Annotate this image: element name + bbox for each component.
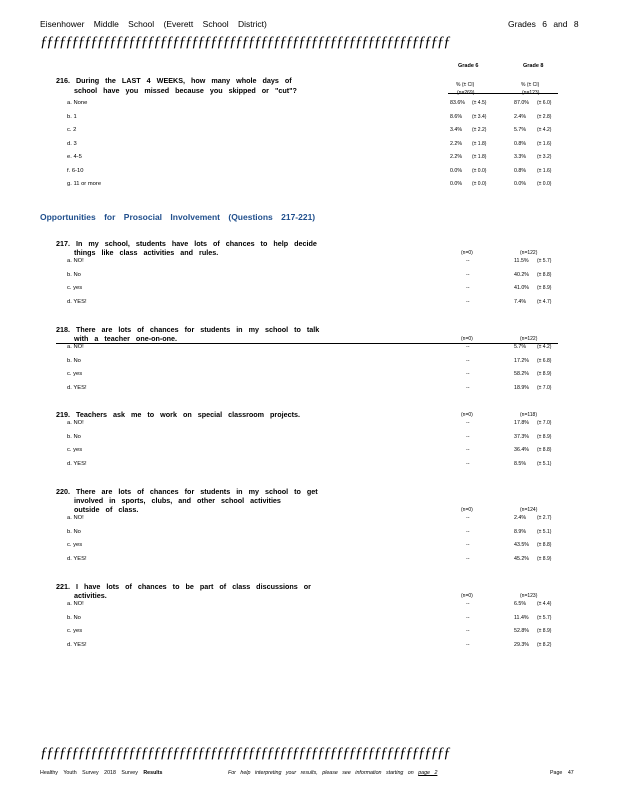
option-label: c. yes [67, 628, 83, 634]
grade8-percent: 0.8% [514, 140, 527, 147]
section-title: Opportunities for Prosocial Involvement (Questions 217-221) [40, 212, 316, 222]
grade6-percent: -- [466, 258, 470, 264]
grade8-ci: (± 5.1) [537, 528, 552, 535]
grade8-percent: 52.8% [514, 628, 530, 634]
grade8-ci: (± 4.2) [537, 344, 552, 350]
grade6-percent: -- [466, 641, 470, 648]
grade8-percent: 2.4% [514, 515, 527, 521]
divider-line [56, 343, 558, 344]
grade6-percent: -- [466, 515, 470, 521]
grade8-pct-header: % (± CI) [521, 82, 540, 88]
grade8-ci: (± 8.8) [537, 271, 552, 278]
grade8-percent: 3.3% [514, 154, 527, 160]
grade8-percent: 11.5% [514, 258, 529, 264]
report-school-title: Eisenhower Middle School (Everett School District) [40, 19, 267, 29]
footer-page-link[interactable]: page 2 [418, 770, 438, 776]
grade8-ci: (± 8.9) [537, 433, 552, 440]
grade6-pct-header: % (± CI) [456, 82, 475, 88]
grade6-ci: (± 1.8) [472, 154, 487, 160]
grade6-percent: -- [466, 601, 470, 607]
grade6-percent: -- [466, 460, 470, 467]
option-label: a. None [67, 100, 88, 106]
grade6-ci: (± 4.5) [472, 100, 487, 106]
option-label: g. 11 or more [67, 181, 102, 187]
grade6-percent: -- [466, 271, 470, 278]
option-label: a. NO! [67, 515, 84, 521]
grade8-percent: 17.8% [514, 420, 530, 426]
grade8-n: (n=122) [520, 250, 538, 256]
footer-rule: ƒƒƒƒƒƒƒƒƒƒƒƒƒƒƒƒƒƒƒƒƒƒƒƒƒƒƒƒƒƒƒƒƒƒƒƒƒƒƒƒƒƒƒƒƒƒƒƒƒƒƒƒƒƒƒƒƒƒƒƒƒƒƒƒƒ [40, 745, 450, 761]
option-label: b. No [67, 614, 81, 621]
grade8-percent: 2.4% [514, 113, 527, 120]
grade8-percent: 18.9% [514, 384, 530, 391]
grade8-percent: 41.0% [514, 285, 530, 291]
grade8-percent: 58.2% [514, 371, 530, 377]
option-label: d. YES! [67, 641, 87, 648]
grade8-ci: (± 7.0) [537, 420, 552, 426]
grade8-percent: 5.7% [514, 127, 527, 133]
grade6-percent: -- [466, 357, 470, 364]
grade8-percent: 7.4% [514, 298, 527, 305]
grade6-percent: -- [466, 628, 470, 634]
grade8-ci: (± 3.2) [537, 154, 552, 160]
option-label: a. NO! [67, 420, 84, 426]
grade8-percent: 11.4% [514, 614, 529, 621]
question-text-line: 221. I have lots of chances to be part of class discussions or [56, 582, 311, 591]
header-rule: ƒƒƒƒƒƒƒƒƒƒƒƒƒƒƒƒƒƒƒƒƒƒƒƒƒƒƒƒƒƒƒƒƒƒƒƒƒƒƒƒƒƒƒƒƒƒƒƒƒƒƒƒƒƒƒƒƒƒƒƒƒƒƒƒƒ [40, 34, 450, 50]
grade8-percent: 0.0% [514, 181, 527, 187]
grade8-percent: 40.2% [514, 271, 530, 278]
grade6-header: Grade 6 [458, 63, 479, 69]
footer-help-text: For help interpreting your results, please see information starting on [228, 770, 414, 776]
grade8-ci: (± 8.9) [537, 285, 552, 291]
grades-label: Grades 6 and 8 [508, 19, 579, 29]
option-label: e. 4-5 [67, 154, 82, 160]
grade8-ci: (± 5.7) [537, 614, 552, 621]
grade6-ci: (± 3.4) [472, 113, 487, 120]
grade6-percent: -- [466, 614, 470, 621]
option-label: b. No [67, 357, 81, 364]
grade8-percent: 0.8% [514, 167, 527, 174]
grade8-percent: 17.2% [514, 357, 530, 364]
option-label: d. 3 [67, 140, 77, 147]
option-label: c. yes [67, 542, 83, 548]
question-text-line: 218. There are lots of chances for students in my school to talk [56, 325, 320, 334]
grade6-percent: 3.4% [450, 127, 463, 133]
question-text-line: activities. [74, 591, 107, 600]
grade8-n: (n=122) [520, 336, 538, 342]
grade6-ci: (± 1.8) [472, 140, 487, 147]
grade6-percent: 0.0% [450, 167, 463, 174]
grade6-ci: (± 2.2) [472, 127, 487, 133]
grade6-percent: -- [466, 298, 470, 305]
grade8-header: Grade 8 [523, 63, 544, 69]
grade8-ci: (± 1.6) [537, 140, 552, 147]
grade8-ci: (± 6.0) [537, 100, 552, 106]
footer-survey-name: Healthy Youth Survey 2018 Survey [40, 770, 138, 776]
grade6-percent: 2.2% [450, 154, 463, 160]
grade8-percent: 6.5% [514, 601, 527, 607]
grade6-percent: -- [466, 344, 470, 350]
option-label: d. YES! [67, 460, 87, 467]
grade8-n: (n=123) [520, 593, 538, 599]
grade8-percent: 8.5% [514, 460, 527, 467]
option-label: d. YES! [67, 298, 87, 305]
grade8-ci: (± 8.8) [537, 447, 552, 453]
option-label: a. NO! [67, 344, 84, 350]
grade6-percent: -- [466, 285, 470, 291]
question-216-line1: 216. During the LAST 4 WEEKS, how many whole days of [56, 76, 292, 85]
option-label: b. No [67, 433, 81, 440]
grade8-percent: 43.5% [514, 542, 530, 548]
grade6-n: (n=0) [461, 412, 473, 418]
question-text-line: involved in sports, clubs, and other school activities [74, 496, 281, 505]
grade8-percent: 87.0% [514, 100, 530, 106]
grade6-percent: 83.6% [450, 100, 466, 106]
grade6-n: (n=0) [461, 593, 473, 599]
grade8-ci: (± 8.8) [537, 542, 552, 548]
grade8-percent: 36.4% [514, 447, 530, 453]
grade8-percent: 8.9% [514, 528, 527, 535]
grade6-percent: -- [466, 447, 470, 453]
option-label: d. YES! [67, 555, 87, 562]
grade6-n: (n=0) [461, 336, 473, 342]
grade6-percent: 0.0% [450, 181, 463, 187]
grade8-ci: (± 2.7) [537, 515, 552, 521]
grade8-percent: 45.2% [514, 555, 530, 562]
grade6-ci: (± 0.0) [472, 167, 487, 174]
option-label: a. NO! [67, 258, 84, 264]
footer-page-number: Page 47 [550, 770, 574, 776]
footer-help [228, 770, 437, 776]
footer-survey [40, 770, 163, 776]
table-header-rule [448, 93, 558, 94]
grade8-ci: (± 1.6) [537, 167, 552, 174]
grade8-ci: (± 4.2) [537, 127, 552, 133]
option-label: a. NO! [67, 601, 84, 607]
grade6-percent: 8.6% [450, 113, 463, 120]
grade8-ci: (± 0.0) [537, 181, 552, 187]
option-label: b. No [67, 528, 81, 535]
grade8-ci: (± 8.2) [537, 641, 552, 648]
grade8-ci: (± 6.8) [537, 357, 552, 364]
grade8-ci: (± 8.9) [537, 628, 552, 634]
grade6-percent: 2.2% [450, 140, 463, 147]
grade8-n: (n=118) [520, 412, 538, 418]
grade6-percent: -- [466, 433, 470, 440]
question-text-line: with a teacher one-on-one. [74, 334, 178, 343]
grade8-ci: (± 4.4) [537, 601, 552, 607]
option-label: d. YES! [67, 384, 87, 391]
question-text-line: outside of class. [74, 505, 139, 514]
grade8-ci: (± 2.8) [537, 113, 552, 120]
grade8-ci: (± 8.9) [537, 371, 552, 377]
option-label: c. yes [67, 371, 83, 377]
grade6-percent: -- [466, 420, 470, 426]
grade6-percent: -- [466, 542, 470, 548]
option-label: b. 1 [67, 113, 77, 120]
option-label: c. yes [67, 447, 83, 453]
grade8-ci: (± 5.1) [537, 460, 552, 467]
grade6-n: (n=0) [461, 507, 473, 513]
grade6-percent: -- [466, 555, 470, 562]
grade6-percent: -- [466, 384, 470, 391]
option-label: f. 6-10 [67, 167, 84, 174]
question-text-line: 219. Teachers ask me to work on special classroom projects. [56, 410, 300, 419]
question-text-line: 217. In my school, students have lots of chances to help decide [56, 239, 317, 248]
grade8-ci: (± 8.9) [537, 555, 552, 562]
grade6-percent: -- [466, 371, 470, 377]
grade8-percent: 5.7% [514, 344, 527, 350]
grade8-n: (n=124) [520, 507, 538, 513]
option-label: c. 2 [67, 127, 77, 133]
grade6-n: (n=0) [461, 250, 473, 256]
question-text-line: 220. There are lots of chances for students in my school to get [56, 487, 318, 496]
grade8-ci: (± 4.7) [537, 298, 552, 305]
grade8-percent: 37.3% [514, 433, 530, 440]
option-label: c. yes [67, 285, 83, 291]
grade6-percent: -- [466, 528, 470, 535]
grade8-ci: (± 5.7) [537, 258, 552, 264]
grade8-percent: 29.3% [514, 641, 530, 648]
question-text-line: things like class activities and rules. [74, 248, 219, 257]
grade8-ci: (± 7.0) [537, 384, 552, 391]
footer-results-label: Results [143, 770, 163, 776]
grade6-ci: (± 0.0) [472, 181, 487, 187]
option-label: b. No [67, 271, 81, 278]
question-216-line2: school have you missed because you skipped or "cut"? [74, 86, 297, 95]
